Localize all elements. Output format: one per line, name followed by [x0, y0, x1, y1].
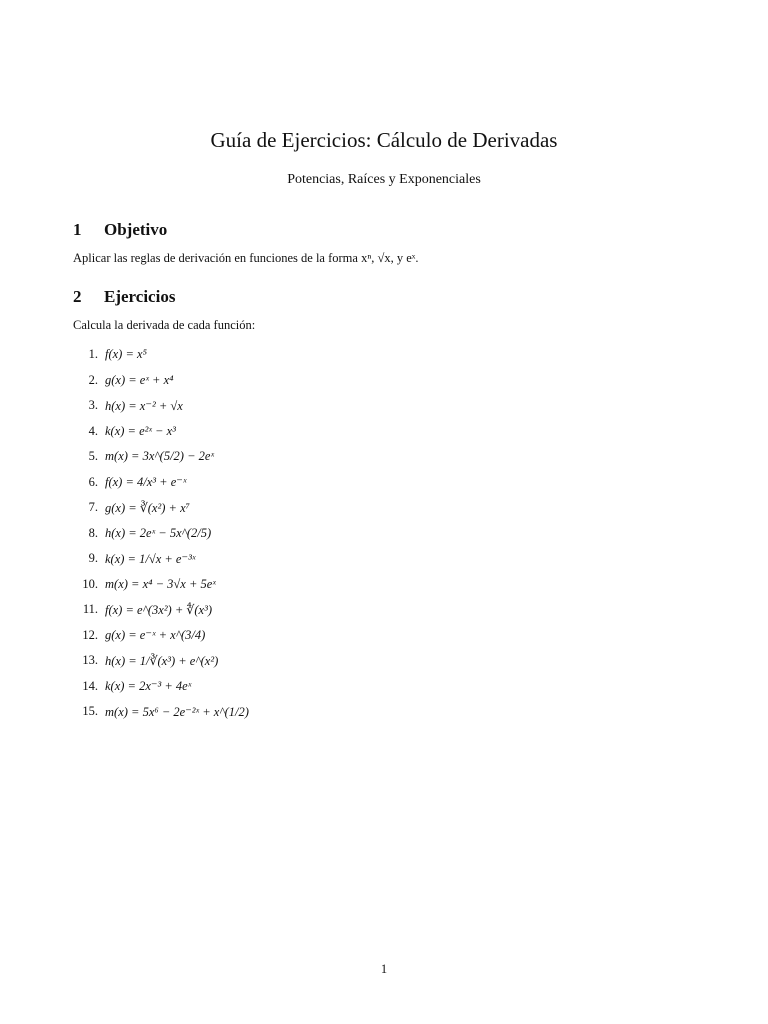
exercise-number: 6.	[88, 474, 98, 489]
objective-text: Aplicar las reglas de derivación en funciones de la forma xⁿ, √x, y eˣ.	[73, 251, 419, 265]
exercise-item	[70, 521, 249, 547]
exercises-intro-text: Calcula la derivada de cada función:	[73, 318, 256, 332]
exercise-number: 7.	[88, 500, 98, 515]
document-subtitle: Potencias, Raíces y Exponenciales	[287, 172, 481, 187]
exercise-number: 13.	[82, 653, 98, 668]
exercise-formula: h(x) = x⁻² + √x	[105, 398, 183, 413]
exercise-formula: h(x) = 2eˣ − 5x^(2/5)	[105, 525, 212, 540]
exercise-number: 3.	[88, 398, 98, 413]
section-heading-objetivo	[73, 220, 167, 240]
exercise-list	[70, 342, 249, 725]
exercise-number: 10.	[82, 576, 98, 591]
exercise-formula: f(x) = e^(3x²) + ∜(x³)	[105, 602, 212, 617]
exercise-formula: f(x) = x⁵	[105, 347, 147, 362]
exercise-number: 2.	[88, 372, 98, 387]
document-title: Guía de Ejercicios: Cálculo de Derivadas	[210, 128, 558, 152]
exercise-formula: g(x) = ∛(x²) + x⁷	[105, 500, 190, 515]
exercise-formula: h(x) = 1/∛(x³) + e^(x²)	[105, 653, 219, 668]
section-number: 1	[73, 220, 82, 239]
exercise-item	[70, 648, 249, 674]
exercise-item	[70, 470, 249, 496]
exercise-number: 9.	[88, 551, 98, 566]
exercise-formula: k(x) = 2x⁻³ + 4eˣ	[105, 679, 192, 694]
exercise-item	[70, 597, 249, 623]
exercise-item	[70, 674, 249, 700]
exercise-formula: g(x) = e⁻ˣ + x^(3/4)	[105, 628, 206, 643]
section-title: Ejercicios	[104, 287, 176, 306]
exercise-item	[70, 419, 249, 445]
exercise-item	[70, 495, 249, 521]
section-heading-ejercicios	[73, 287, 175, 307]
exercise-number: 15.	[82, 704, 98, 719]
exercise-item	[70, 699, 249, 725]
exercise-number: 1.	[88, 347, 98, 362]
exercise-number: 14.	[82, 678, 98, 693]
exercise-formula: m(x) = 5x⁶ − 2e⁻²ˣ + x^(1/2)	[105, 704, 249, 719]
exercise-item	[70, 342, 249, 368]
exercise-formula: m(x) = x⁴ − 3√x + 5eˣ	[105, 576, 216, 591]
exercise-number: 8.	[88, 525, 98, 540]
exercise-item	[70, 444, 249, 470]
exercise-number: 5.	[88, 449, 98, 464]
exercise-item	[70, 572, 249, 598]
exercise-formula: k(x) = 1/√x + e⁻³ˣ	[105, 551, 196, 566]
exercise-number: 4.	[88, 423, 98, 438]
exercise-formula: f(x) = 4/x³ + e⁻ˣ	[105, 475, 187, 490]
exercise-formula: m(x) = 3x^(5/2) − 2eˣ	[105, 449, 214, 464]
exercise-number: 12.	[82, 627, 98, 642]
exercise-item	[70, 623, 249, 649]
exercise-number: 11.	[82, 602, 98, 617]
exercise-formula: k(x) = e²ˣ − x³	[105, 423, 176, 438]
exercise-item	[70, 393, 249, 419]
section-title: Objetivo	[104, 220, 168, 239]
exercise-formula: g(x) = eˣ + x⁴	[105, 372, 174, 387]
section-number: 2	[73, 287, 82, 306]
page-number: 1	[380, 962, 388, 976]
exercise-item	[70, 368, 249, 394]
exercise-item	[70, 546, 249, 572]
